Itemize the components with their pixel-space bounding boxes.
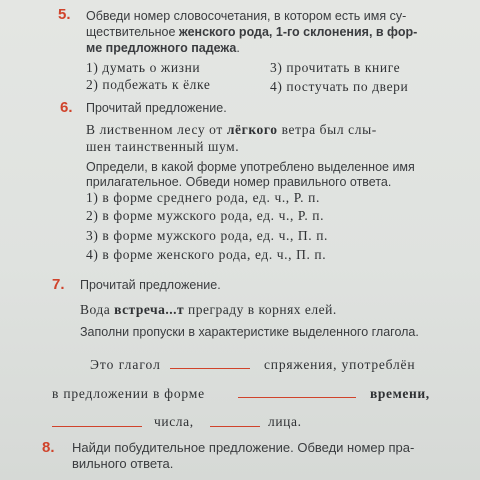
task-5-option-1[interactable]: 1) думать о жизни bbox=[86, 60, 201, 75]
task-6-option-3[interactable]: 3) в форме мужского рода, ед. ч., П. п. bbox=[86, 228, 329, 243]
task-5-line-3: ме предложного падежа. bbox=[86, 41, 240, 55]
task-6-question-line-1: Определи, в какой форме употреблено выделенное имя bbox=[86, 160, 415, 174]
task-7-blank-number[interactable] bbox=[52, 414, 142, 427]
task-7-line-1-start: Это глагол bbox=[90, 357, 161, 372]
task-7-sentence: Вода встреча...т преграду в корнях елей. bbox=[80, 302, 337, 317]
task-5-question bbox=[86, 8, 450, 56]
task-6-option-1[interactable]: 1) в форме среднего рода, ед. ч., Р. п. bbox=[86, 190, 320, 205]
task-5-option-3[interactable]: 3) прочитать в книге bbox=[270, 60, 401, 75]
task-7-line-2-start: в предложении в форме bbox=[52, 386, 205, 401]
task-8-number: 8. bbox=[42, 439, 55, 456]
task-7-line-3-person: лица. bbox=[268, 414, 302, 429]
task-6-sentence-line-1: В лиственном лесу от лёгкого ветра был слы- bbox=[86, 122, 377, 137]
task-7-number: 7. bbox=[52, 276, 65, 293]
task-6-sentence-line-2: шен таинственный шум. bbox=[86, 139, 240, 154]
task-5-number: 5. bbox=[58, 6, 71, 23]
task-7-line-1-end: спряжения, употреблён bbox=[264, 357, 416, 372]
task-7-instruction: Заполни пропуски в характеристике выделенного глагола. bbox=[80, 325, 419, 339]
task-6-intro: Прочитай предложение. bbox=[86, 101, 227, 115]
task-5-line-1: Обведи номер словосочетания, в котором есть имя су- bbox=[86, 9, 407, 23]
task-6-number: 6. bbox=[60, 99, 73, 116]
task-7-line-2-end: времени, bbox=[370, 386, 430, 401]
task-7-line-3-number: числа, bbox=[154, 414, 194, 429]
task-8-question-line-1: Найди побудительное предложение. Обведи номер пра- bbox=[72, 440, 415, 455]
task-6-option-4[interactable]: 4) в форме женского рода, ед. ч., П. п. bbox=[86, 247, 327, 262]
task-5-option-2[interactable]: 2) подбежать к ёлке bbox=[86, 77, 211, 92]
task-6-option-2[interactable]: 2) в форме мужского рода, ед. ч., Р. п. bbox=[86, 208, 325, 223]
task-5-line-2: ществительное женского рода, 1-го склонения, в фор- bbox=[86, 25, 418, 39]
task-7-blank-conjugation[interactable] bbox=[170, 356, 250, 369]
task-6-question-line-2: прилагательное. Обведи номер правильного ответа. bbox=[86, 175, 392, 189]
task-8-question-line-2: вильного ответа. bbox=[72, 456, 174, 471]
task-7-blank-person[interactable] bbox=[210, 414, 260, 427]
task-5-option-4[interactable]: 4) постучать по двери bbox=[270, 79, 409, 94]
task-7-intro: Прочитай предложение. bbox=[80, 278, 221, 292]
task-7-blank-tense[interactable] bbox=[238, 385, 356, 398]
